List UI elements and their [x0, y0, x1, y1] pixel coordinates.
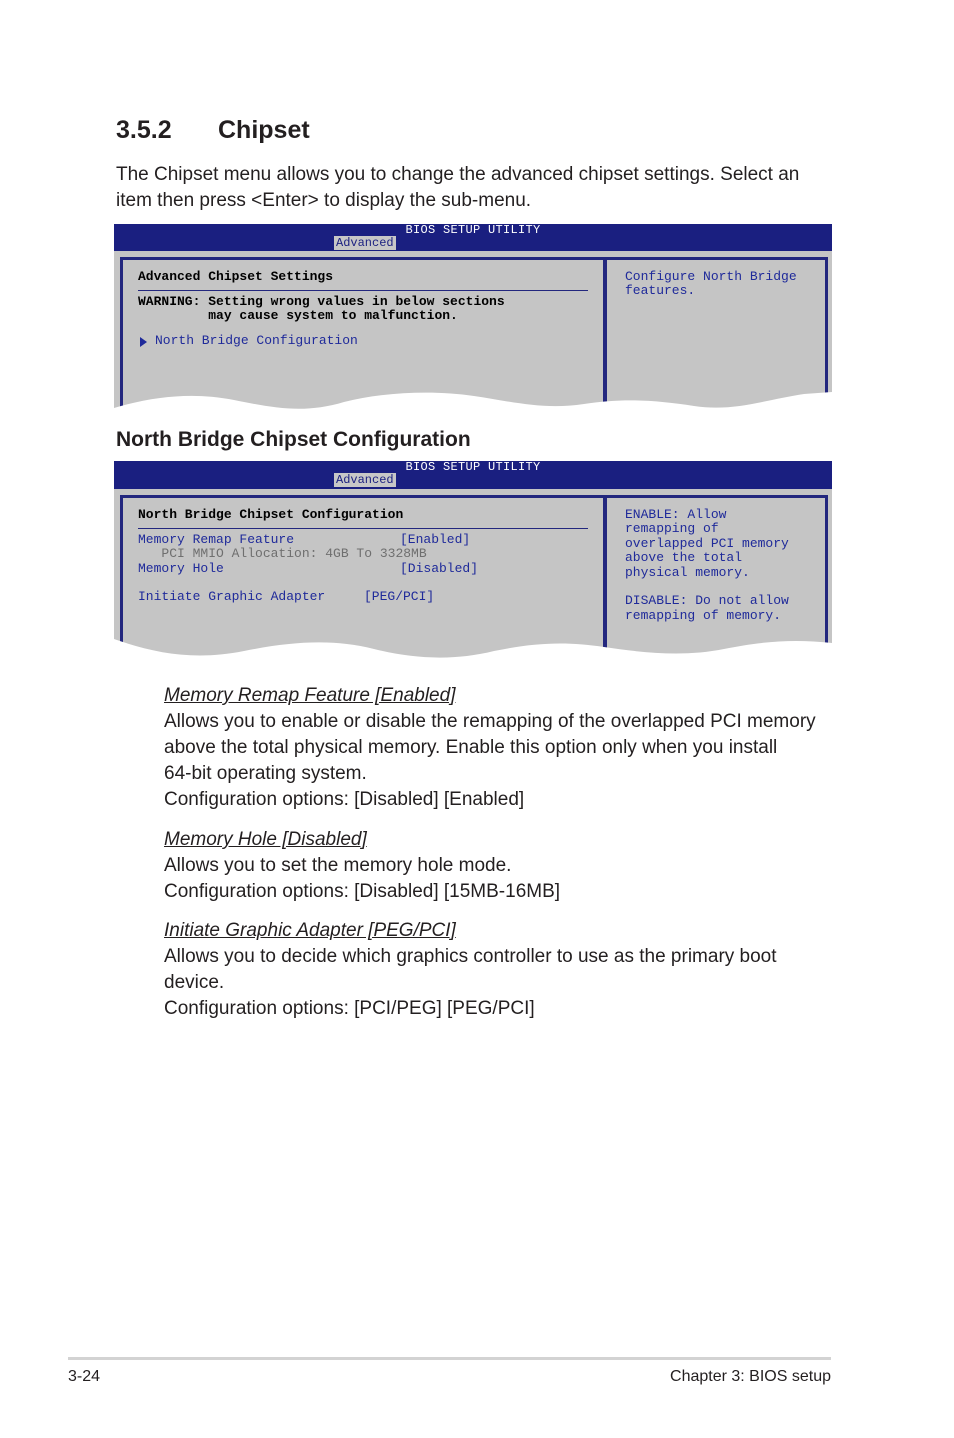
item-options: Configuration options: [Disabled] [15MB-16MB]	[164, 881, 561, 902]
help-text-line: Configure North Bridge	[625, 269, 797, 284]
item-text: 64-bit operating system.	[164, 763, 367, 784]
submenu-north-bridge-configuration[interactable]: North Bridge Configuration	[155, 333, 358, 348]
section-name: Chipset	[218, 116, 310, 144]
item-initiate-graphic-adapter	[164, 918, 777, 1022]
page-number: 3-24	[68, 1368, 101, 1385]
item-heading: Initiate Graphic Adapter [PEG/PCI]	[164, 920, 456, 941]
setting-memory-remap-feature[interactable]: Memory Remap Feature	[138, 532, 295, 547]
bios-utility-title: BIOS SETUP UTILITY	[405, 223, 541, 237]
submenu-arrow-icon	[140, 337, 147, 347]
item-text: Allows you to set the memory hole mode.	[164, 855, 512, 876]
setting-value[interactable]: [Disabled]	[400, 561, 479, 576]
setting-value[interactable]: [Enabled]	[400, 532, 471, 547]
torn-edge	[114, 631, 832, 671]
bios-utility-title: BIOS SETUP UTILITY	[405, 460, 541, 474]
bios-pane-heading: Advanced Chipset Settings	[138, 269, 334, 284]
intro-paragraph: The Chipset menu allows you to change the advanced chipset settings. Select an item then press <Enter> to display the sub-menu.	[116, 164, 800, 211]
item-text: Allows you to decide which graphics controller to use as the primary boot	[164, 946, 777, 967]
bios-title-bar	[114, 461, 832, 489]
bios-screen-north-bridge	[114, 461, 832, 669]
bios-warning-line: may cause system to malfunction.	[138, 308, 458, 323]
item-text: Allows you to enable or disable the remapping of the overlapped PCI memory	[164, 711, 816, 732]
bios-warning-line: WARNING: Setting wrong values in below sections	[138, 294, 505, 309]
setting-pci-mmio-allocation: PCI MMIO Allocation: 4GB To 3328MB	[138, 546, 427, 561]
footer-divider	[68, 1357, 831, 1360]
item-text: device.	[164, 972, 225, 993]
item-heading: Memory Remap Feature [Enabled]	[164, 685, 456, 706]
help-text-line: features.	[625, 283, 696, 298]
item-options: Configuration options: [PCI/PEG] [PEG/PCI]	[164, 998, 535, 1019]
tab-advanced[interactable]: Advanced	[336, 473, 394, 487]
help-text-line: physical memory.	[625, 565, 750, 580]
torn-edge	[114, 386, 832, 426]
item-memory-remap-feature	[164, 683, 816, 813]
item-heading: Memory Hole [Disabled]	[164, 829, 367, 850]
subsection-title: North Bridge Chipset Configuration	[116, 428, 471, 451]
bios-screen-chipset	[114, 224, 832, 416]
setting-memory-hole[interactable]: Memory Hole	[138, 561, 224, 576]
help-text-line: DISABLE: Do not allow	[625, 593, 789, 608]
item-options: Configuration options: [Disabled] [Enabled]	[164, 789, 525, 810]
heading-divider	[138, 290, 588, 291]
help-text-line: ENABLE: Allow	[625, 507, 727, 522]
setting-initiate-graphic-adapter[interactable]: Initiate Graphic Adapter	[138, 589, 326, 604]
item-memory-hole	[164, 827, 560, 905]
heading-divider	[138, 528, 588, 529]
bios-pane-heading: North Bridge Chipset Configuration	[138, 507, 404, 522]
bios-title-bar	[114, 224, 832, 251]
section-number: 3.5.2	[116, 116, 172, 144]
help-text-line: above the total	[625, 550, 743, 565]
tab-advanced[interactable]: Advanced	[336, 236, 394, 250]
chapter-label: Chapter 3: BIOS setup	[670, 1368, 831, 1385]
setting-value[interactable]: [PEG/PCI]	[364, 589, 435, 604]
help-text-line: overlapped PCI memory	[625, 536, 789, 551]
help-text-line: remapping of	[625, 521, 719, 536]
item-text: above the total physical memory. Enable this option only when you install	[164, 737, 778, 758]
help-text-line: remapping of memory.	[625, 608, 782, 623]
section-title	[116, 116, 310, 145]
